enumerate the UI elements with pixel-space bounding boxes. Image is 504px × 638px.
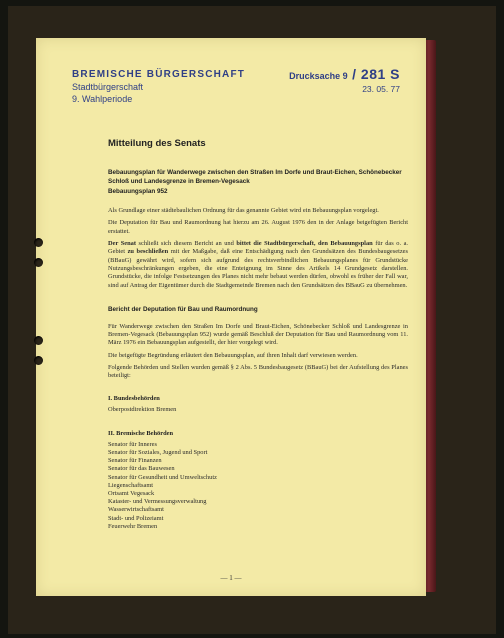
list-item: Wasserwirtschaftsamt xyxy=(108,506,164,514)
punch-hole xyxy=(34,336,43,345)
section-heading: II. Bremische Behörden xyxy=(108,429,174,437)
drucksache-number: / 281 S xyxy=(352,66,400,82)
paragraph: Als Grundlage einer städtebaulichen Ordnung für das genannte Gebiet wird ein Bebauungsplan vorgelegt. xyxy=(108,207,379,215)
drucksache-label: Drucksache 9 xyxy=(289,71,348,81)
list-item: Liegenschaftsamt xyxy=(108,481,154,489)
list-item: Ortsamt Vegesack xyxy=(108,490,155,498)
list-item: Senator für das Bauwesen xyxy=(108,465,175,473)
letterhead xyxy=(72,68,252,105)
bold-text: Der Senat xyxy=(108,240,136,248)
page-number: — 1 — xyxy=(220,574,242,582)
legislative-period: 9. Wahlperiode xyxy=(72,94,133,104)
document-page xyxy=(36,38,426,596)
punch-hole xyxy=(34,258,43,267)
organization-name: BREMISCHE BÜRGERSCHAFT xyxy=(72,69,246,80)
list-item: Kataster- und Vermessungsverwaltung xyxy=(108,498,207,506)
paragraph: Folgende Behörden und Stellen wurden gemäß § 2 Abs. 5 Bundesbaugesetz (BBauG) bei der Aufstellung des Planes beteiligt: xyxy=(108,364,408,380)
paragraph: Die Deputation für Bau und Raumordnung hat hierzu am 26. August 1976 den in der Anlage beigefügten Bericht erstattet. xyxy=(108,219,408,235)
list-item: Stadt- und Polizeiamt xyxy=(108,514,164,522)
document-date: 23. 05. 77 xyxy=(362,84,400,94)
list-item: Senator für Inneres xyxy=(108,440,157,448)
text: für das o. a. Gebiet xyxy=(108,240,409,256)
bold-text: zu beschließen xyxy=(127,248,169,256)
paragraph: Für Wanderwege zwischen den Straßen Im Dorfe und Braut-Eichen, Schönebecker Schloß und Landesgrenze in Bremen-Vegesack (Bebauungsplan 952) wurde gemäß Beschluß der Deputation für Bau und Raumordnung vom 11. März 1976 ein Bebauungsplan aufgestellt, der hier vorgelegt wird. xyxy=(108,322,408,347)
document-body xyxy=(108,138,408,531)
section-heading: I. Bundesbehörden xyxy=(108,394,160,402)
text: schließt sich diesem Bericht an und xyxy=(135,240,237,248)
list-item: Senator für Gesundheit und Umweltschutz xyxy=(108,473,217,481)
plan-number: Bebauungsplan 952 xyxy=(108,188,168,196)
document-reference xyxy=(289,66,400,94)
document-title: Mitteilung des Senats xyxy=(108,138,206,149)
punch-hole xyxy=(34,238,43,247)
senate-request-paragraph xyxy=(108,240,408,290)
chamber-name: Stadtbürgerschaft xyxy=(72,82,144,92)
report-heading: Bericht der Deputation für Bau und Raumordnung xyxy=(108,305,258,313)
list-item: Oberpostdirektion Bremen xyxy=(108,405,177,413)
list-item: Senator für Soziales, Jugend und Sport xyxy=(108,449,208,457)
paragraph: Die beigefügte Begründung erläutert den Bebauungsplan, auf ihren Inhalt darf verwiesen werden. xyxy=(108,351,358,359)
list-item: Feuerwehr Bremen xyxy=(108,522,158,530)
list-item: Senator für Finanzen xyxy=(108,457,162,465)
bold-text: bittet die Stadtbürgerschaft, den Bebauungsplan xyxy=(236,240,373,248)
punch-hole xyxy=(34,356,43,365)
text: mit der Maßgabe, daß eine Entschädigung nach den Grundsätzen des Bundesbaugesetzes (BBauG) gewährt wird, sofern sich aufgrund des rechtsverbindlichen Bebauungsplanes für Grundstücke Nutzungsbeschränkungen ergeben, die eine Enteignung im Sinne des Artikels 14 Grundgesetz darstellen. Grundstücke, die infolge Festsetzungen des Planes nicht mehr bebaut werden dürfen, obwohl es früher der Fall war, sind auf Antrag der Eigentümer durch die Stadtgemeinde Bremen nach den Grundsätzen des BBauG zu übernehmen. xyxy=(108,248,408,289)
document-subject: Bebauungsplan für Wanderwege zwischen den Straßen Im Dorfe und Braut-Eichen, Schönebecker Schloß und Landesgrenze in Bremen-Vegesack xyxy=(108,169,402,185)
